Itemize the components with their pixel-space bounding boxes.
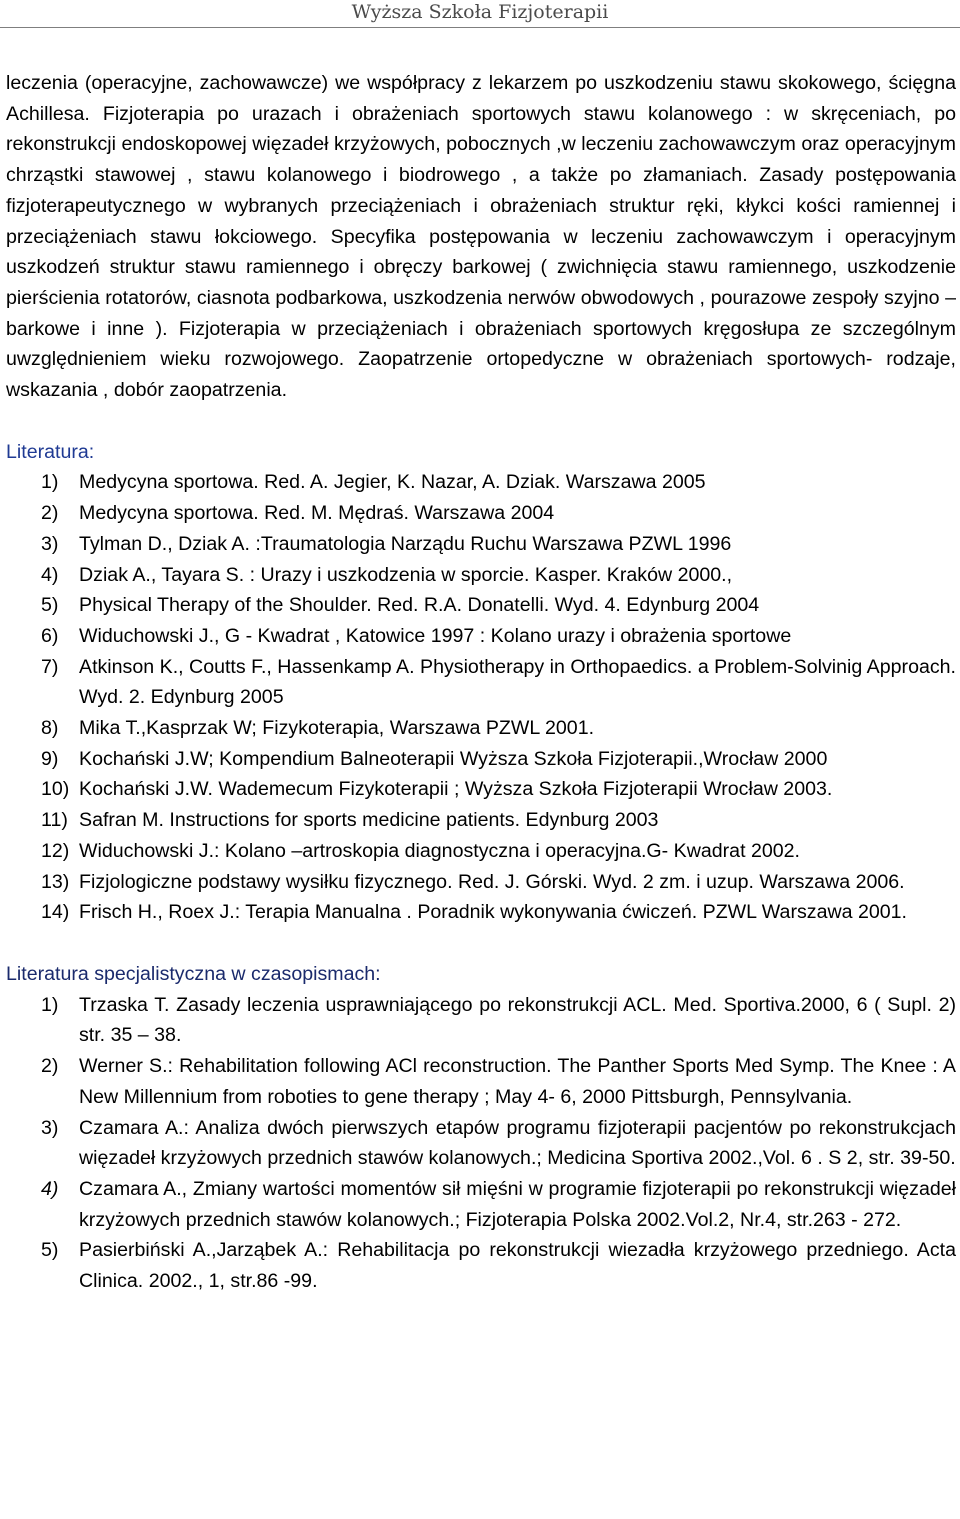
- item-text: Mika T.,Kasprzak W; Fizykoterapia, Warszawa PZWL 2001.: [79, 717, 595, 740]
- item-number: 13): [41, 870, 70, 893]
- item-text: Kochański J.W. Wademecum Fizykoterapii ; Wyższa Szkoła Fizjoterapii Wrocław 2003.: [79, 778, 833, 801]
- item-text: Safran M. Instructions for sports medicine patients. Edynburg 2003: [79, 809, 659, 832]
- item-number: 1): [41, 471, 59, 494]
- item-number: 8): [41, 717, 59, 740]
- item-text: Physical Therapy of the Shoulder. Red. R.A. Donatelli. Wyd. 4. Edynburg 2004: [79, 594, 760, 617]
- item-text: Trzaska T. Zasady leczenia usprawniającego po rekonstrukcji ACL. Med. Sportiva.2000, 6 ( Supl. 2) str. 35 – 38.: [79, 993, 956, 1047]
- item-text: Frisch H., Roex J.: Terapia Manualna . Poradnik wykonywania ćwiczeń. PZWL Warszawa 2001.: [79, 901, 907, 924]
- item-number: 1): [41, 993, 59, 1016]
- item-number: 2): [41, 502, 59, 525]
- item-text: Werner S.: Rehabilitation following ACl reconstruction. The Panther Sports Med Symp. The Knee : A New Millennium from roboties to gene therapy ; May 4- 6, 2000 Pittsburgh, Pennsylvania.: [79, 1055, 956, 1108]
- list-item: [6, 867, 956, 898]
- item-number: 12): [41, 839, 70, 862]
- item-text: Pasierbiński A.,Jarząbek A.: Rehabilitacja po rekonstrukcji wiezadła krzyżowego przedniego. Acta Clinica. 2002., 1, str.86 -99.: [79, 1239, 956, 1293]
- item-number: 5): [41, 1239, 59, 1262]
- list-item: [6, 713, 956, 744]
- item-number: 3): [41, 532, 59, 555]
- list-item: [6, 990, 956, 1051]
- literature-list: [6, 467, 956, 928]
- item-text: Tylman D., Dziak A. :Traumatologia Narządu Ruchu Warszawa PZWL 1996: [79, 532, 732, 555]
- list-item: [6, 805, 956, 836]
- specialist-literature-heading: Literatura specjalistyczna w czasopismach:: [6, 962, 381, 985]
- list-item: [6, 590, 956, 621]
- list-item: [6, 744, 956, 775]
- list-item: [6, 1051, 956, 1112]
- specialist-literature-list: [6, 990, 956, 1297]
- item-number: 14): [41, 901, 70, 924]
- item-text: Dziak A., Tayara S. : Urazy i uszkodzenia w sporcie. Kasper. Kraków 2000.,: [79, 563, 733, 586]
- item-text: Czamara A.: Analiza dwóch pierwszych etapów programu fizjoterapii pacjentów po rekonstrukcjach więzadeł krzyżowych przednich stawów kolanowych.; Medicina Sportiva 2002.,Vol. 6 . S 2, str. 39-50.: [79, 1116, 956, 1170]
- list-item: [6, 652, 956, 713]
- item-number: 10): [41, 778, 70, 801]
- item-number: 5): [41, 594, 59, 617]
- item-number: 9): [41, 747, 59, 770]
- list-item: [6, 529, 956, 560]
- list-item: [6, 1113, 956, 1174]
- item-number: 4): [41, 1177, 59, 1200]
- item-text: Medycyna sportowa. Red. A. Jegier, K. Nazar, A. Dziak. Warszawa 2005: [79, 471, 706, 494]
- list-item: [6, 467, 956, 498]
- item-text: Fizjologiczne podstawy wysiłku fizycznego. Red. J. Górski. Wyd. 2 zm. i uzup. Warszawa 2006.: [79, 870, 905, 893]
- item-text: Atkinson K., Coutts F., Hassenkamp A. Physiotherapy in Orthopaedics. a Problem-Solvinig Approach. Wyd. 2. Edynburg 2005: [79, 655, 956, 709]
- list-item: [6, 498, 956, 529]
- item-text: Widuchowski J., G - Kwadrat , Katowice 1997 : Kolano urazy i obrażenia sportowe: [79, 624, 792, 647]
- list-item: [6, 836, 956, 867]
- item-text: Czamara A., Zmiany wartości momentów sił mięśni w programie fizjoterapii po rekonstrukcji więzadeł krzyżowych przednich stawów kolanowych.; Fizjoterapia Polska 2002.Vol.2, Nr.4, str.263 - 272.: [79, 1177, 956, 1231]
- list-item: [6, 774, 956, 805]
- literature-heading: Literatura:: [6, 440, 95, 463]
- document-body: [6, 68, 956, 1297]
- list-item: [6, 621, 956, 652]
- item-number: 4): [41, 563, 59, 586]
- list-item: [6, 1235, 956, 1296]
- header-title: Wyższa Szkoła Fizjoterapii: [351, 1, 609, 23]
- page-header: [0, 0, 960, 28]
- item-number: 3): [41, 1116, 59, 1139]
- item-text: Medycyna sportowa. Red. M. Mędraś. Warszawa 2004: [79, 502, 555, 525]
- item-number: 11): [41, 809, 68, 832]
- item-number: 2): [41, 1055, 59, 1078]
- intro-paragraph: leczenia (operacyjne, zachowawcze) we współpracy z lekarzem po uszkodzeniu stawu skokowego, ścięgna Achillesa. Fizjoterapia po urazach i obrażeniach sportowych stawu kolanowego : w skręceniach, po rekonstrukcji endoskopowej więzadeł krzyżowych, pobocznych ,w leczeniu zachowawczym oraz operacyjnym chrząstki stawowej , stawu kolanowego i biodrowego , a także po złamaniach. Zasady postępowania fizjoterapeutycznego w wybranych przeciążeniach i obrażeniach struktur ręki, kłykci kości ramiennej i przeciążeniach stawu łokciowego. Specyfika postępowania w leczeniu zachowawczym i operacyjnym uszkodzeń struktur stawu ramiennego i obręczy barkowej ( zwichnięcia stawu ramiennego, uszkodzenie pierścienia rotatorów, ciasnota podbarkowa, uszkodzenia nerwów obwodowych , pourazowe zespoły szyjno – barkowe i inne ). Fizjoterapia w przeciążeniach i obrażeniach sportowych kręgosłupa ze szczególnym uwzględnieniem wieku rozwojowego. Zaopatrzenie ortopedyczne w obrażeniach sportowych- rodzaje, wskazania , dobór zaopatrzenia.: [6, 72, 956, 402]
- list-item: [6, 560, 956, 591]
- item-text: Kochański J.W; Kompendium Balneoterapii Wyższa Szkoła Fizjoterapii.,Wrocław 2000: [79, 747, 828, 770]
- list-item: [6, 1174, 956, 1235]
- item-number: 7): [41, 655, 59, 678]
- item-text: Widuchowski J.: Kolano –artroskopia diagnostyczna i operacyjna.G- Kwadrat 2002.: [79, 839, 800, 862]
- list-item: [6, 897, 956, 928]
- item-number: 6): [41, 624, 59, 647]
